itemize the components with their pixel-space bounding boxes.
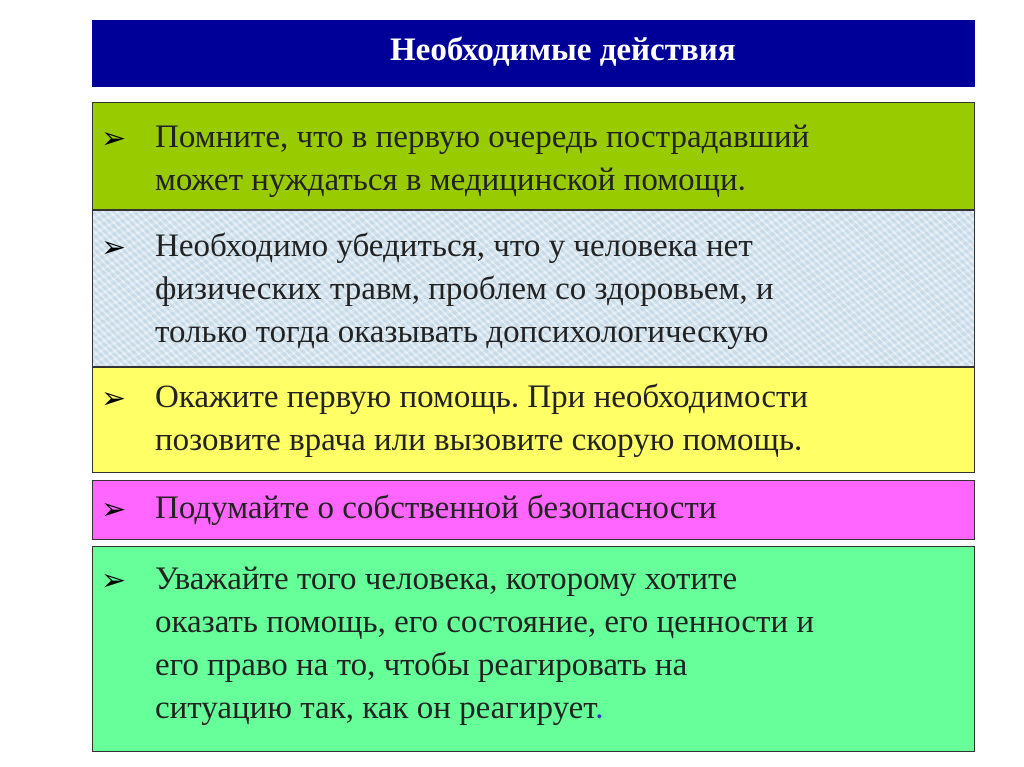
action-text-5 bbox=[155, 558, 814, 730]
action-text-3 bbox=[155, 376, 808, 462]
text-line: оказать помощь, его состояние, его ценности и bbox=[155, 604, 815, 640]
arrow-bullet-icon: ➢ bbox=[101, 121, 127, 156]
text-line: его право на то, чтобы реагировать на bbox=[155, 647, 688, 683]
arrow-bullet-icon: ➢ bbox=[101, 381, 127, 416]
arrow-bullet-icon: ➢ bbox=[101, 492, 127, 527]
text-line: может нуждаться в медицинской помощи. bbox=[155, 162, 746, 198]
text-line-main: ситуацию так, как он реагирует bbox=[155, 690, 596, 726]
action-box-3 bbox=[92, 367, 975, 473]
title-bar bbox=[92, 20, 975, 87]
text-line: позовите врача или вызовите скорую помощь. bbox=[155, 422, 803, 458]
text-line: Помните, что в первую очередь пострадавший bbox=[155, 119, 810, 155]
text-line: только тогда оказывать допсихологическую bbox=[155, 314, 769, 350]
action-box-1 bbox=[92, 102, 975, 210]
slide-title: Необходимые действия bbox=[390, 32, 736, 68]
action-box-4 bbox=[92, 480, 975, 540]
action-text-2 bbox=[155, 225, 774, 354]
action-box-2 bbox=[92, 210, 975, 367]
action-text-4 bbox=[155, 487, 716, 530]
text-line: Окажите первую помощь. При необходимости bbox=[155, 379, 809, 415]
text-line: физических травм, проблем со здоровьем, и bbox=[155, 271, 774, 307]
action-box-5 bbox=[92, 546, 975, 752]
text-line: Необходимо убедиться, что у человека нет bbox=[155, 228, 753, 264]
text-line: Уважайте того человека, которому хотите bbox=[155, 561, 738, 597]
trailing-period: . bbox=[595, 690, 604, 726]
text-line bbox=[155, 687, 814, 730]
arrow-bullet-icon: ➢ bbox=[101, 230, 127, 265]
action-text-1 bbox=[155, 116, 809, 202]
arrow-bullet-icon: ➢ bbox=[101, 563, 127, 598]
text-line: Подумайте о собственной безопасности bbox=[155, 490, 717, 526]
